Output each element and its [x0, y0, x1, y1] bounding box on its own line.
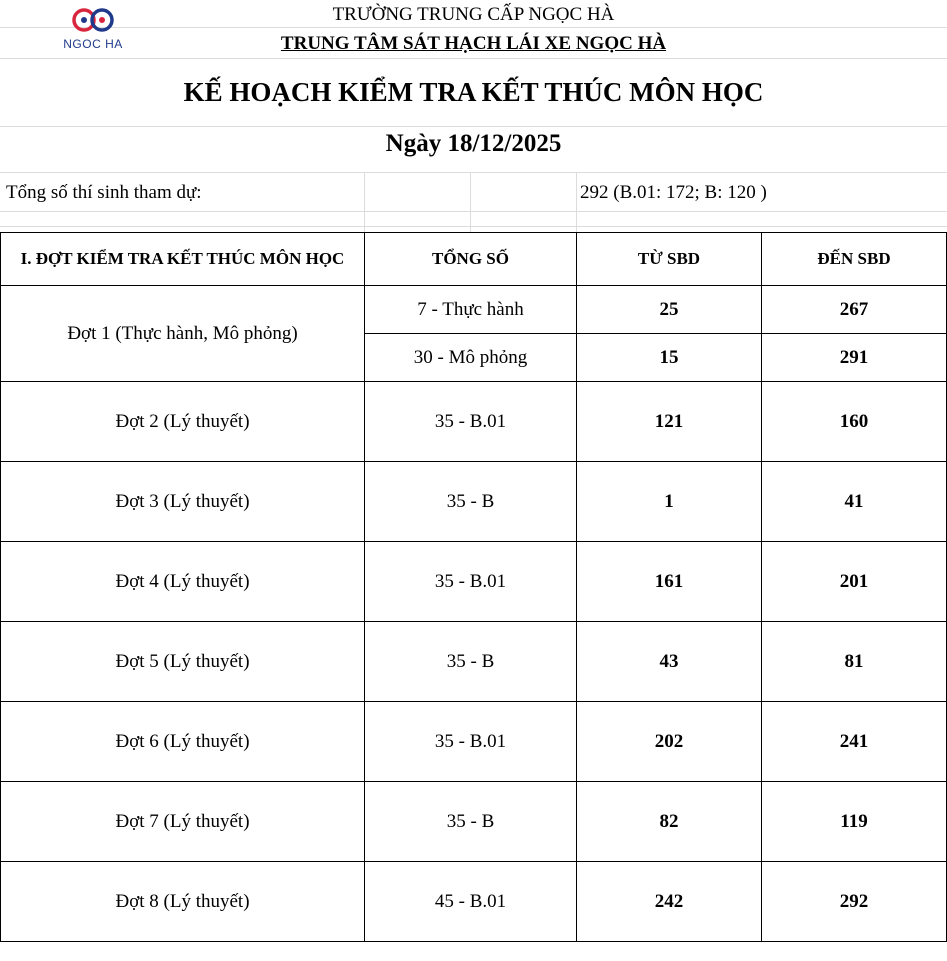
- dot-to: 41: [762, 462, 947, 542]
- table-row: [1, 862, 947, 942]
- table-header-row: [1, 233, 947, 286]
- table-row: [1, 702, 947, 782]
- table-row: [1, 782, 947, 862]
- dot-name: Đợt 5 (Lý thuyết): [1, 622, 365, 702]
- dot-total: 35 - B.01: [365, 702, 577, 782]
- dot-total: 30 - Mô phỏng: [365, 334, 577, 382]
- dot-to: 81: [762, 622, 947, 702]
- table-row: [1, 462, 947, 542]
- exam-plan-table: [0, 232, 947, 942]
- dot-to: 160: [762, 382, 947, 462]
- logo-text: NGOC HA: [63, 37, 123, 51]
- dot-from: 43: [577, 622, 762, 702]
- header-total: TỔNG SỐ: [365, 233, 577, 286]
- dot-name: Đợt 6 (Lý thuyết): [1, 702, 365, 782]
- dot-name: Đợt 4 (Lý thuyết): [1, 542, 365, 622]
- dot-from: 202: [577, 702, 762, 782]
- dot-from: 161: [577, 542, 762, 622]
- center-name: TRUNG TÂM SÁT HẠCH LÁI XE NGỌC HÀ: [280, 33, 667, 54]
- dot-total: 35 - B.01: [365, 542, 577, 622]
- dot-total: 35 - B: [365, 462, 577, 542]
- dot-from: 242: [577, 862, 762, 942]
- dot-to: 119: [762, 782, 947, 862]
- dot-total: 35 - B.01: [365, 382, 577, 462]
- total-label: Tổng số thí sinh tham dự:: [6, 182, 202, 203]
- page-title: KẾ HOẠCH KIỂM TRA KẾT THÚC MÔN HỌC: [183, 77, 764, 107]
- header-from: TỪ SBD: [577, 233, 762, 286]
- dot-from: 1: [577, 462, 762, 542]
- dot-from: 82: [577, 782, 762, 862]
- table-row: [1, 286, 947, 334]
- dot-total: 45 - B.01: [365, 862, 577, 942]
- dot-to: 291: [762, 334, 947, 382]
- dot-from: 25: [577, 286, 762, 334]
- dot-to: 267: [762, 286, 947, 334]
- dot-total: 7 - Thực hành: [365, 286, 577, 334]
- dot-name: Đợt 3 (Lý thuyết): [1, 462, 365, 542]
- header-to: ĐẾN SBD: [762, 233, 947, 286]
- exam-date: Ngày 18/12/2025: [385, 130, 562, 157]
- table-row: [1, 542, 947, 622]
- dot-name: Đợt 7 (Lý thuyết): [1, 782, 365, 862]
- table-row: [1, 622, 947, 702]
- dot-name: Đợt 1 (Thực hành, Mô phỏng): [1, 286, 365, 382]
- dot-total: 35 - B: [365, 622, 577, 702]
- header-dot: I. ĐỢT KIỂM TRA KẾT THÚC MÔN HỌC: [1, 233, 365, 286]
- dot-from: 121: [577, 382, 762, 462]
- school-name: TRƯỜNG TRUNG CẤP NGỌC HÀ: [332, 4, 615, 25]
- total-value: 292 (B.01: 172; B: 120 ): [580, 182, 767, 203]
- dot-name: Đợt 2 (Lý thuyết): [1, 382, 365, 462]
- dot-total: 35 - B: [365, 782, 577, 862]
- table-row: [1, 382, 947, 462]
- dot-from: 15: [577, 334, 762, 382]
- dot-to: 201: [762, 542, 947, 622]
- dot-name: Đợt 8 (Lý thuyết): [1, 862, 365, 942]
- dot-to: 241: [762, 702, 947, 782]
- dot-to: 292: [762, 862, 947, 942]
